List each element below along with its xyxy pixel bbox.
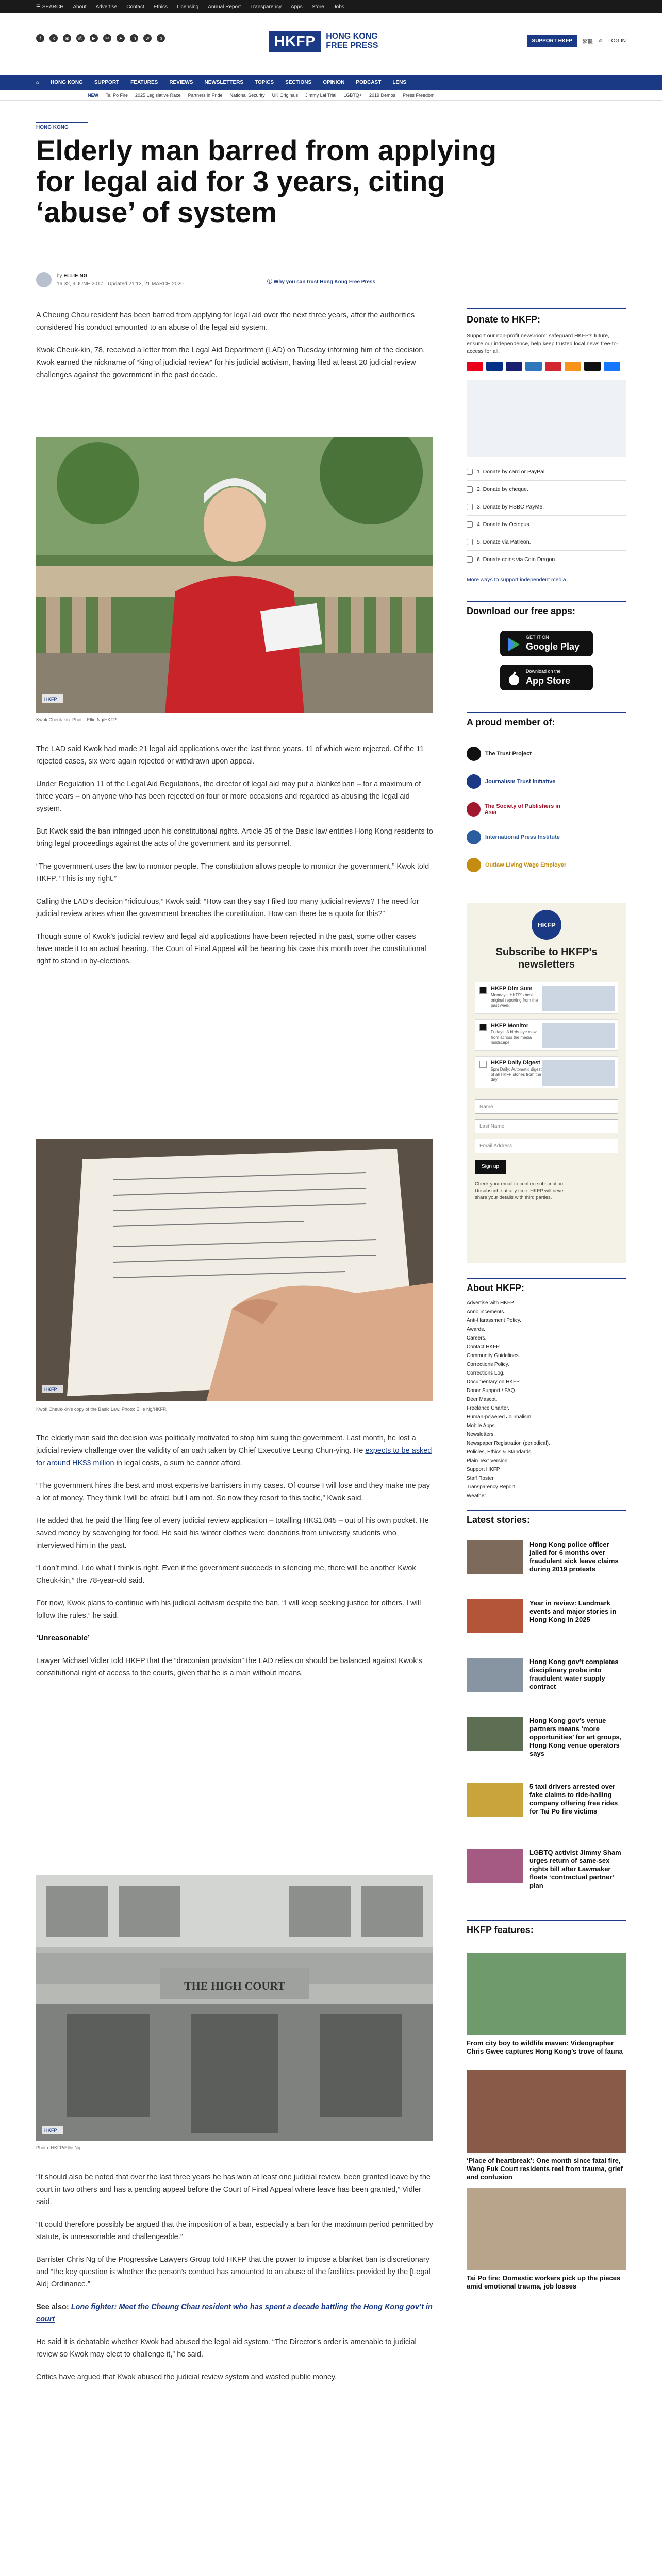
x-icon[interactable]: x [49,34,58,42]
paragraph: “The government uses the law to monitor people. The constitution allows people to monitor the government,” Kwok told HKFP. “This is my right.” [36,862,429,883]
photo-high-court-image [36,1875,433,2141]
donate-intro: Support our non-profit newsroom: safeguard HKFP's future, ensure our independence, help keep trusted local news free-to-access for all. [467,333,619,354]
topbar-link-licensing[interactable]: Licensing [176,4,199,10]
donate-option-label: 5. Donate via Patreon. [477,538,531,545]
logo-box: HKFP [269,31,321,52]
paragraph-text: in legal costs, a sum he cannot afford. [114,1459,242,1467]
story-title: Hong Kong police officer jailed for 6 months over fraudulent sick leave claims during 2019 protests [529,1540,619,1573]
about-link[interactable]: Newspaper Registration (periodical). [467,1440,550,1446]
donate-option[interactable] [467,463,626,481]
nav-topics[interactable]: TOPICS [255,80,274,86]
donate-option[interactable] [467,551,626,568]
about-link[interactable]: Careers. [467,1335,487,1341]
high-court-sign: THE HIGH COURT [184,1979,286,1992]
facebook-icon[interactable]: f [36,34,44,42]
section-label[interactable]: HONG KONG [36,125,69,130]
newsletter-name: HKFP Dim Sum [491,986,533,992]
app-store-badge[interactable] [500,665,593,690]
trust-link-text: Why you can trust Hong Kong Free Press [273,279,376,285]
newsletter-thumbnail [542,1023,615,1048]
header-actions [527,35,626,47]
legal-costs-link[interactable]: expects to be asked for around HK$3 million [36,1447,432,1467]
photo-caption: Kwok Cheuk-kin. Photo: Ellie Ng/HKFP. [36,717,118,722]
newsletter-name: HKFP Daily Digest [491,1060,540,1066]
photo-basic-law-image [36,1139,433,1401]
author-name[interactable]: ELLIE NG [63,273,88,279]
article-photo-basic-law [36,1139,433,1401]
logo-text [326,32,378,50]
trending-link[interactable]: Partners in Pride [188,93,223,98]
paragraph: Kwok Cheuk-kin, 78, received a letter from the Legal Aid Department (LAD) on Tuesday informing him of the decision. Kwok earned the nickname of “king of judicial review” for his judicial activism, having filed at least 20 judicial review challenges against the government in the past decade. [36,346,425,379]
google-play-badge[interactable] [500,631,593,656]
whatsapp-icon[interactable]: w [143,34,152,42]
photo-kwok-image [36,437,433,713]
paragraph: Barrister Chris Ng of the Progressive Lawyers Group told HKFP that the power to impose a blanket ban is discretionary and “the key question is whether the person’s conduct has amounted to an abuse of the facilities provided by the [Legal Aid] Ordinance.” [36,2256,431,2289]
story-thumbnail [467,1717,523,1751]
newsletter-checkbox[interactable] [479,1024,487,1031]
feature-title: From city boy to wildlife maven: Videographer Chris Gwee captures Hong Kong’s trove of fauna [467,2039,623,2055]
site-header [0,13,662,75]
paragraph [36,1432,433,1469]
article-photo-kwok [36,437,433,713]
latest-story[interactable] [467,1717,626,1768]
article-body-intro [36,309,433,381]
byline [36,270,449,293]
sidebar-rule [467,1278,626,1279]
donate-option[interactable] [467,498,626,516]
paragraph: “I don’t mind. I do what I think is right. Even if the government succeeds in silencing me, there will be another Kwok Cheuk-kin,” the 78-year-old said. [36,1564,416,1585]
language-switch[interactable]: 繁體 [582,39,593,45]
newsletter-badge: HKFP [532,910,561,940]
feature-title: ‘Place of heartbreak’: One month since fatal fire, Wang Fuk Court residents reel from trauma, grief and confusion [467,2157,623,2181]
about-link[interactable]: Announcements. [467,1309,506,1315]
main-nav [0,75,662,90]
support-hkfp-button[interactable]: SUPPORT HKFP [527,35,577,47]
trending-link[interactable]: LGBTQ+ [343,93,362,98]
see-also-label: See also: [36,2303,69,2311]
newsletter-title: Subscribe to HKFP's newsletters [495,946,598,970]
top-utility-bar [0,0,662,13]
paragraph: A Cheung Chau resident has been barred from applying for legal aid over the next three years, after the authorities considered his conduct amounted to an abuse of the legal aid system. [36,311,415,332]
svg-text:HKFP: HKFP [44,697,57,702]
paragraph-text: The elderly man said the decision was politically motivated to stop him suing the government. Last month, he lost a judicial review challenge over the validity of an oath taken by Chief Executive Leung Chun-ying. He [36,1434,416,1455]
sidebar-rule [467,712,626,713]
latest-title: Latest stories: [467,1515,531,1525]
trending-link[interactable]: Jimmy Lai Trial [305,93,337,98]
signup-note: Check your email to confirm subscription. Unsubscribe at any time. HKFP will never share your details with third parties. [475,1181,565,1200]
about-link[interactable]: Newsletters. [467,1432,495,1437]
about-link[interactable]: Staff Roster. [467,1476,495,1481]
newsletter-thumbnail [542,986,615,1011]
nav-support[interactable]: SUPPORT [94,80,120,86]
outlaw-living-wage-logo [467,858,481,872]
topbar-link-annual-report[interactable]: Annual Report [208,4,241,10]
donate-option-label: 2. Donate by cheque. [477,486,528,493]
donate-title: Donate to HKFP: [467,314,540,325]
paragraph: For now, Kwok plans to continue with his judicial activism despite the ban. “I will keep seeking justice for others. I will follow the rules,” he said. [36,1599,421,1620]
donate-option[interactable] [467,516,626,533]
topbar-link-advertise[interactable]: Advertise [95,4,118,10]
paragraph: Under Regulation 11 of the Legal Aid Regulations, the director of legal aid may put a blanket ban – for a maximum of three years – on anyone who has been rejected on four or more occasions and regarded as abusing the legal aid system. [36,780,421,813]
newsletter-option-dim-sum[interactable] [475,982,618,1014]
about-link[interactable]: Contact HKFP. [467,1344,501,1350]
trending-link[interactable]: 2019 Demos [369,93,395,98]
donate-widget [467,314,626,583]
nav-newsletters[interactable]: NEWSLETTERS [204,80,244,86]
section-rule [36,122,88,123]
nav-hong-kong[interactable]: HONG KONG [51,80,83,86]
trending-link[interactable]: Press Freedom [402,93,435,98]
topbar-link-ethics[interactable]: Ethics [153,4,168,10]
features-title-wrap [467,1925,626,1936]
app-badges-sidebar [500,631,593,690]
about-link[interactable]: Awards. [467,1327,485,1332]
donate-options [467,463,626,568]
trust-link[interactable] [267,277,375,285]
signup-button[interactable]: Sign up [475,1160,506,1174]
photo-caption: Kwok Cheuk-kin’s copy of the Basic Law. Photo: Ellie Ng/HKFP. [36,1406,167,1412]
partner-name: International Press Institute [485,834,560,840]
partner-name: Outlaw Living Wage Employer [485,862,567,868]
about-link[interactable]: Freelance Charter. [467,1405,509,1411]
google-play-icon [507,637,521,652]
latest-story[interactable] [467,1540,626,1592]
donate-checkbox[interactable] [467,521,473,528]
about-link[interactable]: Corrections Policy. [467,1362,509,1367]
about-link[interactable]: Corrections Log. [467,1370,505,1376]
apps-widget [467,606,626,617]
about-title: About HKFP: [467,1283,524,1293]
proud-title: A proud member of: [467,717,555,727]
threads-icon[interactable]: @ [76,34,85,42]
badge-big-text: App Store [526,675,571,686]
story-title: 5 taxi drivers arrested over fake claims to ride-hailing company offering free rides for Tai Po fire victims [529,1783,618,1815]
about-link[interactable]: Documentary on HKFP. [467,1379,521,1385]
partner-ipi[interactable] [467,828,570,846]
ipi-logo [467,830,481,844]
donate-option-label: 3. Donate by HSBC PayMe. [477,503,544,510]
latest-story[interactable] [467,1783,626,1834]
about-link[interactable]: Plain Text Version. [467,1458,509,1464]
author-avatar [36,272,52,287]
partner-jti[interactable] [467,773,570,790]
nav-reviews[interactable]: REVIEWS [169,80,193,86]
paragraph: But Kwok said the ban infringed upon his constitutional rights. Article 35 of the Basic law entitles Hong Kong residents to bring legal proceedings against the acts of the government and its personnel. [36,827,433,848]
donate-checkbox[interactable] [467,539,473,545]
paragraph: “It should also be noted that over the last three years he has won at least one judicial review, been granted leave by the court in two others and has a pending appeal before the Court of Final Appeal where leave has been granted,” Vidler said. [36,2173,431,2206]
donate-checkbox[interactable] [467,469,473,475]
apple-icon [507,671,521,686]
story-title: Year in review: Landmark events and major stories in Hong Kong in 2025 [529,1599,617,1623]
topbar-link-about[interactable]: About [73,4,87,10]
badge-small-text: GET IT ON [526,635,549,640]
newsletter-desc: 5pm Daily: Automatic digest of all HKFP stories from the day. [491,1067,542,1082]
feature-image [467,1953,626,2035]
trending-link[interactable]: UK Originals [272,93,299,98]
subhead: ‘Unreasonable’ [36,1634,90,1642]
svg-text:HKFP: HKFP [44,1387,57,1392]
article-body-4 [36,2171,433,2383]
newsletter-widget [467,903,626,1263]
topbar-link-store[interactable]: Store [311,4,324,10]
trending-bar [0,90,662,101]
name-field[interactable]: Name [475,1099,618,1114]
feature-story[interactable] [467,2188,626,2291]
donate-option-label: 4. Donate by Octopus. [477,521,531,528]
email-field[interactable]: Email Address [475,1139,618,1153]
newsletter-desc: Mondays: HKFP's best original reporting from the past week. [491,993,538,1008]
more-ways-link[interactable]: More ways to support independent media. [467,577,568,583]
see-also-link[interactable]: Lone fighter: Meet the Cheung Chau resident who has spent a decade battling the Hong Kong gov’t in court [36,2303,433,2324]
about-list [467,1299,626,1500]
article-title: Elderly man barred from applying for legal aid for 3 years, citing ‘abuse’ of system [36,134,497,228]
paragraph: Calling the LAD’s decision “ridiculous,” Kwok said: “How can they say I filed too many judicial reviews? The need for judicial review arises when the government breaches the constitution. How can there be a quota for this?” [36,897,419,918]
instagram-icon[interactable]: ◉ [63,34,71,42]
feature-story[interactable] [467,2070,626,2181]
last-name-field[interactable]: Last Name [475,1119,618,1133]
story-title: Hong Kong gov’t completes disciplinary probe into fraudulent water supply contract [529,1658,619,1690]
telegram-icon[interactable]: ➤ [117,34,125,42]
paragraph: “The government hires the best and most expensive barristers in my cases. Of course I will lose and they make me pay a lot of money. They think I will be afraid, but I am not. So now they resort to this tactic,” Kwok said. [36,1482,431,1502]
story-thumbnail [467,1849,523,1883]
about-link[interactable]: Human-powered Journalism. [467,1414,533,1420]
trending-link[interactable]: Tai Po Fire [106,93,128,98]
paragraph: Critics have argued that Kwok abused the judicial review system and wasted public money. [36,2373,337,2381]
about-link[interactable]: Community Guidelines. [467,1353,520,1359]
trust-icon: ⓘ [267,279,272,285]
newsletter-checkbox[interactable] [479,1061,487,1068]
svg-text:HKFP: HKFP [44,2128,57,2133]
partner-name: Journalism Trust Initiative [485,778,556,785]
newsletter-option-daily-digest[interactable] [475,1056,618,1088]
youtube-icon[interactable]: ▶ [90,34,98,42]
donate-option[interactable] [467,533,626,551]
about-link[interactable]: Support HKFP. [467,1467,501,1472]
article-body-3 [36,1432,433,1680]
latest-stories-title-wrap [467,1515,626,1526]
latest-story[interactable] [467,1658,626,1709]
social-icons [36,34,165,42]
latest-story[interactable] [467,1849,626,1900]
paragraph: He said it is debatable whether Kwok had abused the legal aid system. “The Director’s order is amenable to judicial review so Kwok may elect to challenge it,” he said. [36,2338,417,2359]
story-thumbnail [467,1540,523,1574]
sidebar-rule [467,308,626,309]
partner-sopa[interactable] [467,801,570,818]
topbar-link-apps[interactable]: Apps [290,4,303,10]
paragraph: He added that he paid the filing fee of every judicial review application – totalling HK$1,045 – out of his own pocket. He saved money by scavenging for food. He said his winter clothes were donations from university students who interviewed him in the past. [36,1517,429,1550]
story-thumbnail [467,1783,523,1817]
donate-option-label: 6. Donate coins via Coin Dragon. [477,556,557,563]
newsletter-name: HKFP Monitor [491,1023,529,1029]
article-dates: 16:32, 9 JUNE 2017 · Updated 21:13, 21 MARCH 2020 [57,281,184,287]
donate-checkbox[interactable] [467,556,473,563]
logo-line-2: FREE PRESS [326,41,378,50]
feature-title: Tai Po fire: Domestic workers pick up the pieces amid emotional trauma, job losses [467,2274,621,2290]
photo-caption: Photo: HKFP/Ellie Ng. [36,2145,82,2150]
about-link[interactable]: Donor Support / FAQ. [467,1388,517,1394]
search-link[interactable]: ☰ SEARCH [36,4,64,10]
topbar-link-jobs[interactable]: Jobs [333,4,344,10]
about-link[interactable]: Weather. [467,1493,487,1499]
topbar-link-contact[interactable]: Contact [126,4,144,10]
site-logo[interactable] [269,29,378,54]
apps-title: Download our free apps: [467,606,576,616]
sopa-logo [467,802,481,817]
feature-image [467,2070,626,2153]
sidebar-rule [467,1920,626,1921]
partner-outlaw-living-wage[interactable] [467,856,570,874]
badge-small-text: Download on the [526,669,561,674]
nav-lens[interactable]: LENS [392,80,406,86]
about-link[interactable]: Anti-Harassment Policy. [467,1318,521,1324]
donate-checkbox[interactable] [467,486,473,493]
login-link[interactable]: LOG IN [608,38,626,44]
donate-checkbox[interactable] [467,504,473,510]
new-badge: NEW [88,93,98,98]
author-line [57,273,87,279]
jti-logo [467,774,481,789]
trending-link[interactable]: 2025 Legislative Race [135,93,181,98]
story-thumbnail [467,1658,523,1692]
story-thumbnail [467,1599,523,1633]
newsletter-desc: Fridays: A birds-eye view from across the media landscape. [491,1030,537,1045]
about-link[interactable]: Advertise with HKFP. [467,1300,515,1306]
partner-name: The Trust Project [485,751,532,757]
user-icon[interactable]: ☺ [598,38,604,44]
sidebar-rule [467,601,626,602]
newsletter-thumbnail [542,1060,615,1086]
donate-option-label: 1. Donate by card or PayPal. [477,468,547,475]
story-title: Hong Kong gov’s venue partners means ‘more opportunities’ for art groups, Hong Kong venue operators says [529,1717,622,1757]
linkedin-icon[interactable]: in [130,34,138,42]
badge-big-text: Google Play [526,641,580,652]
byline-prefix: by [57,273,62,279]
article-body-2 [36,743,433,968]
trending-link[interactable]: National Security [229,93,265,98]
about-link[interactable]: Deer Mascot. [467,1397,498,1402]
bluesky-icon[interactable]: b [157,34,165,42]
paragraph: Though some of Kwok’s judicial review and legal aid applications have been rejected in the past, some other cases have made it to an actual hearing. The Court of Final Appeal will be hearing his case this month over the constitutional right to stand in by-elections. [36,933,426,965]
about-link[interactable]: Policies, Ethics & Standards. [467,1449,533,1455]
nav-features[interactable]: FEATURES [130,80,158,86]
feature-story[interactable] [467,1953,626,2056]
article-photo-high-court [36,1875,433,2141]
mail-icon[interactable]: ✉ [103,34,111,42]
payment-icons-strip [467,361,626,372]
see-also [36,2301,433,2326]
nav-podcast[interactable]: PODCAST [356,80,382,86]
paragraph: Lawyer Michael Vidler told HKFP that the “draconian provision” the LAD relies on should be balanced against Kwok’s constitutional right of access to the courts, given that he is a man without means. [36,1657,422,1677]
features-title: HKFP features: [467,1925,534,1935]
about-widget [467,1283,626,1500]
sidebar-rule [467,1510,626,1511]
latest-story[interactable] [467,1599,626,1651]
about-link[interactable]: Mobile Apps. [467,1423,496,1429]
logo-line-1: HONG KONG [326,32,378,41]
about-link[interactable]: Transparency Report. [467,1484,517,1490]
nav-opinion[interactable]: OPINION [323,80,345,86]
nav-home-icon[interactable]: ⌂ [36,80,40,86]
newsletter-option-monitor[interactable] [475,1019,618,1051]
donate-image-placeholder [467,380,626,457]
newsletter-checkbox[interactable] [479,987,487,994]
paragraph: “It could therefore possibly be argued that the imposition of a ban, especially a ban for the maximum period permitted by statute, is unreasonable and challengeable.” [36,2221,433,2241]
feature-image [467,2188,626,2270]
partner-trust-project[interactable] [467,745,570,762]
proud-member-widget [467,717,626,728]
donate-option[interactable] [467,481,626,498]
search-label: SEARCH [42,4,64,10]
paragraph: The LAD said Kwok had made 21 legal aid applications over the last three years. 11 of which were rejected. Of the 11 rejected cases, six were again rejected or withdrawn upon appeal. [36,745,424,766]
story-title: LGBTQ activist Jimmy Sham urges return of same-sex rights bill after Lawmaker floats ‘contractual partner’ plan [529,1849,621,1889]
trust-project-logo [467,747,481,761]
topbar-link-transparency[interactable]: Transparency [250,4,282,10]
partner-name: The Society of Publishers in Asia [484,803,561,816]
nav-sections[interactable]: SECTIONS [285,80,312,86]
